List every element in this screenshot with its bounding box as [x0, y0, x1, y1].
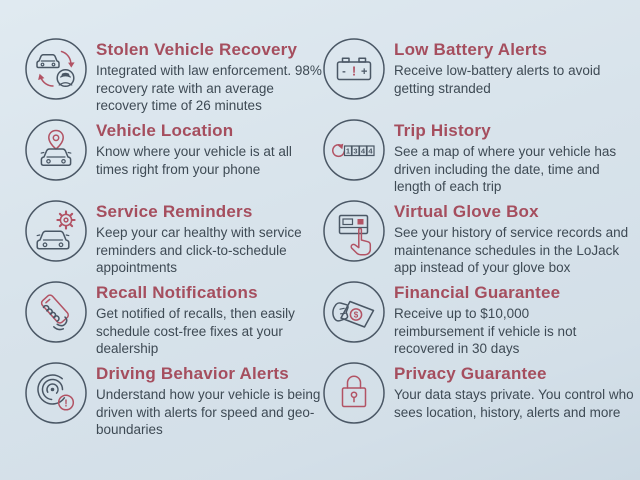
virtual-glove-box-icon [322, 199, 386, 263]
feature-description: Receive low-battery alerts to avoid getting stranded [394, 63, 601, 96]
feature-stolen-vehicle-recovery [24, 37, 322, 118]
feature-title: Low Battery Alerts [394, 40, 548, 59]
odometer-digit: 4 [360, 146, 366, 156]
dollar-symbol: $ [353, 310, 359, 320]
privacy-guarantee-icon [322, 361, 386, 425]
odometer-digit: 3 [353, 146, 358, 156]
feature-description: Understand how your vehicle is being driven with alerts for speed and geo-boundaries [96, 387, 321, 437]
feature-description: Receive up to $10,000 reimbursement if vehicle is not recovered in 30 days [394, 306, 577, 356]
recall-notifications-icon [24, 280, 88, 344]
feature-description: See a map of where your vehicle has driven including the date, time and length of each trip [394, 144, 617, 194]
feature-privacy-guarantee [322, 361, 638, 442]
feature-recall-notifications [24, 280, 322, 361]
feature-vehicle-location [24, 118, 322, 199]
feature-title: Service Reminders [96, 202, 253, 221]
odometer-digit: 4 [368, 146, 373, 156]
feature-trip-history [322, 118, 638, 199]
driving-behavior-alerts-icon [24, 361, 88, 425]
right-column [322, 37, 638, 480]
stolen-vehicle-recovery-icon [24, 37, 88, 101]
feature-title: Virtual Glove Box [394, 202, 539, 221]
feature-description: Integrated with law enforcement. 98% recovery rate with an average recovery time of 26 minutes [96, 63, 322, 113]
feature-title: Recall Notifications [96, 283, 258, 302]
feature-description: Get notified of recalls, then easily schedule cost-free fixes at your dealership [96, 306, 295, 356]
battery-plus-symbol: + [360, 65, 368, 78]
feature-description: Keep your car healthy with service reminders and click-to-schedule appointments [96, 225, 302, 275]
feature-financial-guarantee [322, 280, 638, 361]
feature-title: Trip History [394, 121, 491, 140]
alert-exclamation: ! [64, 397, 68, 410]
feature-description: Your data stays private. You control who sees location, history, alerts and more [394, 387, 634, 420]
feature-title: Stolen Vehicle Recovery [96, 40, 298, 59]
feature-description: See your history of service records and maintenance schedules in the LoJack app instead of your glove box [394, 225, 629, 275]
feature-virtual-glove-box [322, 199, 638, 280]
left-column [24, 37, 322, 480]
feature-title: Driving Behavior Alerts [96, 364, 289, 383]
feature-title: Vehicle Location [96, 121, 234, 140]
feature-driving-behavior-alerts [24, 361, 322, 442]
feature-description: Know where your vehicle is at all times right from your phone [96, 144, 292, 177]
low-battery-alerts-icon [322, 37, 386, 101]
feature-service-reminders [24, 199, 322, 280]
feature-title: Financial Guarantee [394, 283, 561, 302]
financial-guarantee-icon [322, 280, 386, 344]
battery-alert-symbol: ! [351, 63, 357, 79]
vehicle-location-icon [24, 118, 88, 182]
service-reminders-icon [24, 199, 88, 263]
feature-low-battery-alerts [322, 37, 638, 118]
feature-title: Privacy Guarantee [394, 364, 547, 383]
trip-history-icon [322, 118, 386, 182]
battery-minus-symbol: - [342, 65, 346, 78]
odometer-digit: 1 [345, 146, 351, 156]
